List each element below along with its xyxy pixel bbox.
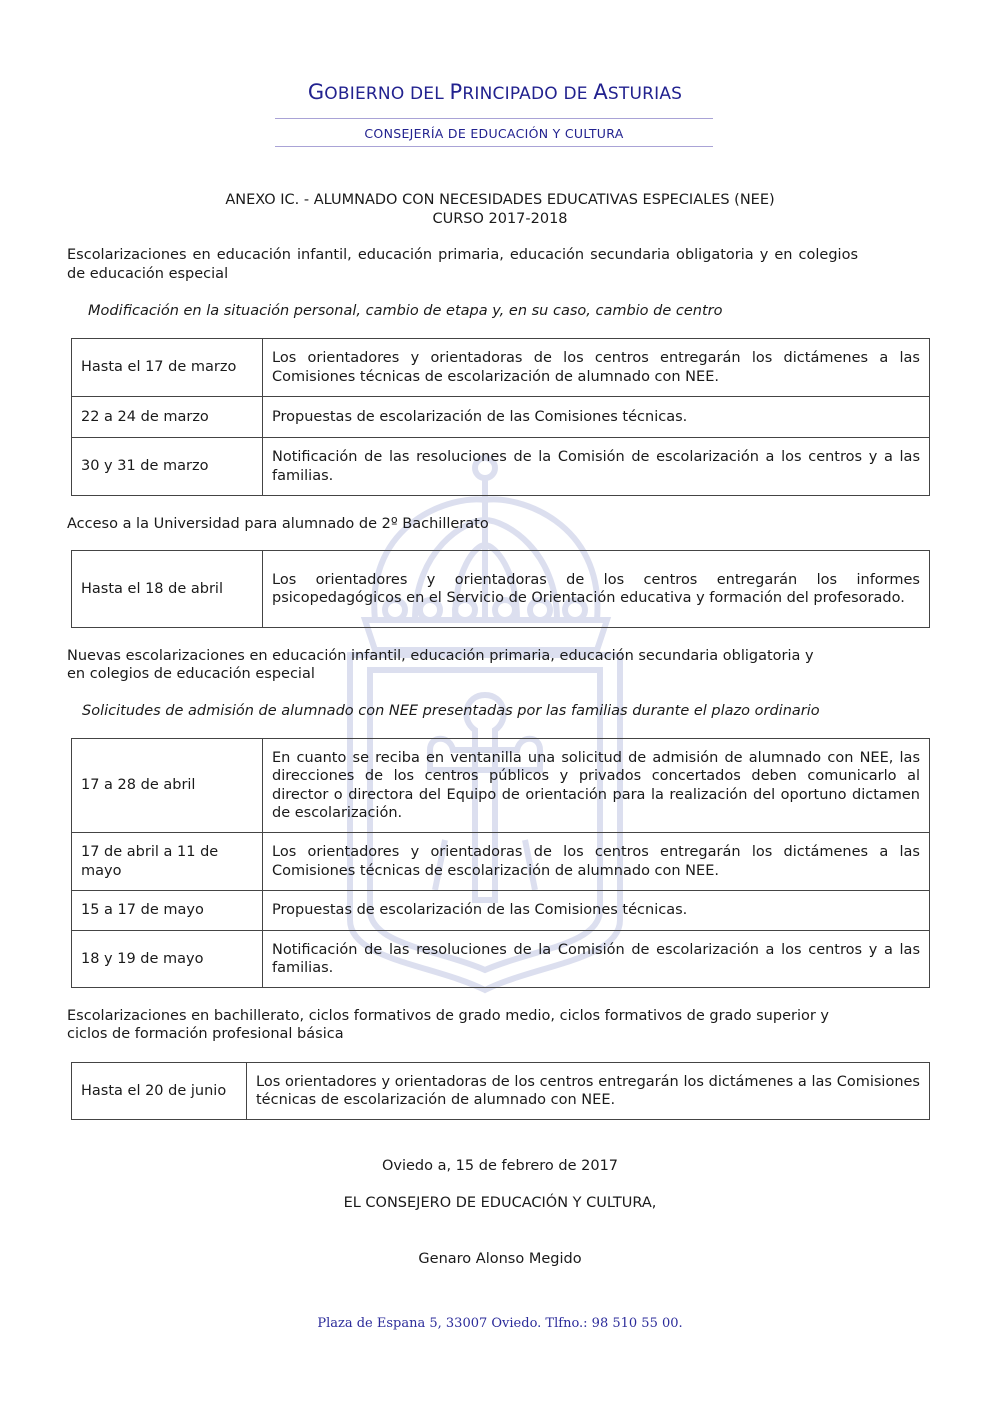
header-divider-bottom: [275, 146, 713, 147]
section-heading-line1: Nuevas escolarizaciones en educación infantil, educación primaria, educación secundaria obligatoria y: [67, 648, 814, 664]
table-row: [72, 891, 930, 931]
schedule-table: [71, 738, 930, 988]
table-row: [72, 739, 930, 833]
department-heading: CONSEJERÍA DE EDUCACIÓN Y CULTURA: [364, 126, 624, 141]
description-cell: Los orientadores y orientadoras de los centros entregarán los dictámenes a las Comisiones técnicas de escolarización de alumnado con NEE.: [263, 833, 930, 891]
table-row: [72, 438, 930, 496]
date-cell: 18 y 19 de mayo: [72, 931, 263, 988]
date-cell: 17 a 28 de abril: [72, 739, 263, 833]
section-heading: Escolarizaciones en educación infantil, educación primaria, educación secundaria obligatoria y en colegios de educación especial: [67, 247, 858, 282]
section-subheading: Solicitudes de admisión de alumnado con NEE presentadas por las familias durante el plazo ordinario: [82, 703, 820, 719]
section-heading-line1: Escolarizaciones en bachillerato, ciclos formativos de grado medio, ciclos formativos de grado superior y: [67, 1008, 830, 1024]
description-cell: Los orientadores y orientadoras de los centros entregarán los informes psicopedagógicos en el Servicio de Orientación educativa y formación del profesorado.: [263, 551, 930, 628]
table-row: [72, 833, 930, 891]
header-divider-top: [275, 118, 713, 119]
description-cell: Notificación de las resoluciones de la Comisión de escolarización a los centros y a las familias.: [263, 438, 930, 496]
course-year: CURSO 2017-2018: [432, 211, 568, 227]
table-row: [72, 1063, 930, 1120]
place-date: Oviedo a, 15 de febrero de 2017: [381, 1158, 619, 1174]
section-subheading: Modificación en la situación personal, cambio de etapa y, en su caso, cambio de centro: [88, 303, 723, 319]
description-cell: Propuestas de escolarización de las Comisiones técnicas.: [263, 397, 930, 438]
date-cell: Hasta el 20 de junio: [72, 1063, 247, 1120]
description-cell: Los orientadores y orientadoras de los centros entregarán los dictámenes a las Comisiones técnicas de escolarización de alumnado con NEE.: [263, 339, 930, 397]
footer-address: Plaza de Espana 5, 33007 Oviedo. Tlfno.: 98 510 55 00.: [317, 1316, 683, 1331]
table-row: [72, 397, 930, 438]
date-cell: 22 a 24 de marzo: [72, 397, 263, 438]
date-cell: Hasta el 18 de abril: [72, 551, 263, 628]
annex-title: ANEXO IC. - ALUMNADO CON NECESIDADES EDUCATIVAS ESPECIALES (NEE): [225, 192, 775, 208]
government-heading: GOBIERNO DEL PRINCIPADO DE ASTURIAS: [307, 80, 683, 104]
description-cell: En cuanto se reciba en ventanilla una solicitud de admisión de alumnado con NEE, las direcciones de los centros públicos y privados concertados deben comunicarlo al director o directora del Equipo de orientación para la realización del oportuno dictamen de escolarización.: [263, 739, 930, 833]
date-cell: 15 a 17 de mayo: [72, 891, 263, 931]
section-heading-line2: en colegios de educación especial: [67, 666, 315, 682]
table-row: [72, 339, 930, 397]
date-cell: Hasta el 17 de marzo: [72, 339, 263, 397]
section-heading: Acceso a la Universidad para alumnado de 2º Bachillerato: [67, 516, 489, 532]
signatory-title: EL CONSEJERO DE EDUCACIÓN Y CULTURA,: [343, 1195, 657, 1211]
description-cell: Los orientadores y orientadoras de los centros entregarán los dictámenes a las Comisiones técnicas de escolarización de alumnado con NEE.: [247, 1063, 930, 1120]
signatory-name: Genaro Alonso Megido: [418, 1251, 582, 1267]
date-cell: 17 de abril a 11 de mayo: [72, 833, 263, 891]
description-cell: Notificación de las resoluciones de la Comisión de escolarización a los centros y a las familias.: [263, 931, 930, 988]
description-cell: Propuestas de escolarización de las Comisiones técnicas.: [263, 891, 930, 931]
section-heading-line2: ciclos de formación profesional básica: [67, 1026, 344, 1042]
table-row: [72, 931, 930, 988]
schedule-table: [71, 1062, 930, 1120]
table-row: [72, 551, 930, 628]
schedule-table: [71, 550, 930, 628]
date-cell: 30 y 31 de marzo: [72, 438, 263, 496]
schedule-table: [71, 338, 930, 496]
